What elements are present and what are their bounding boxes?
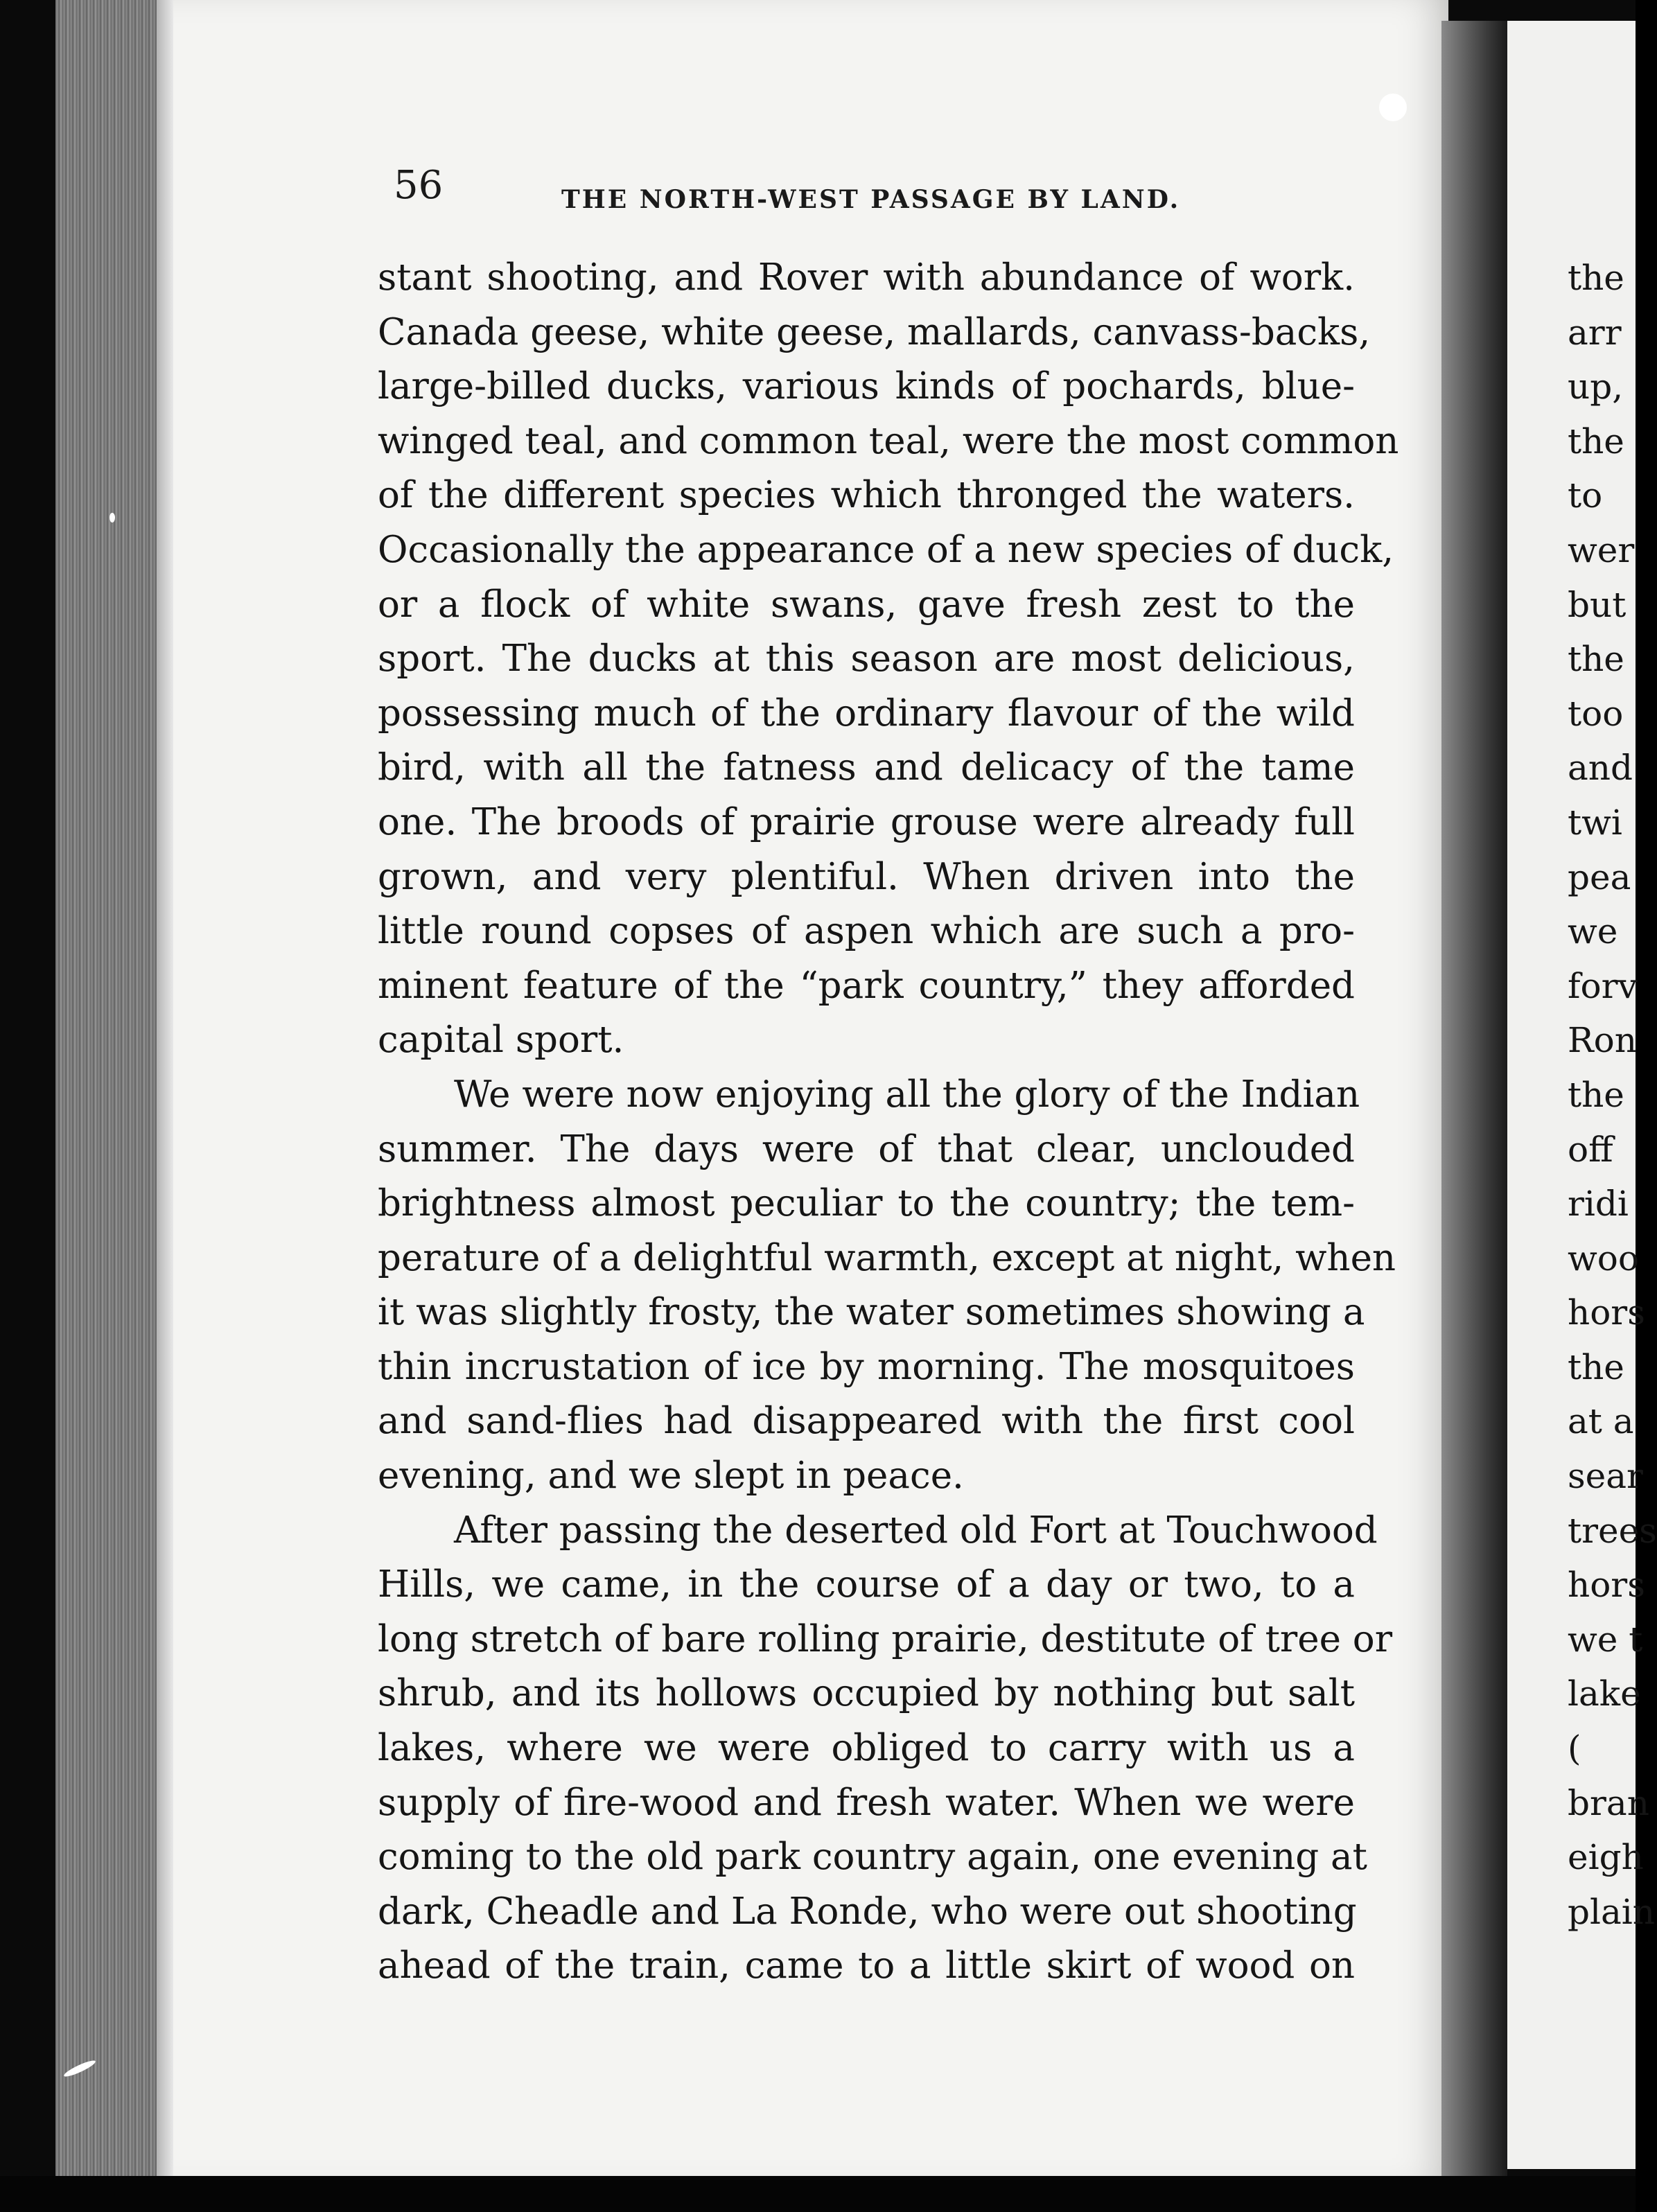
text-line: little round copses of aspen which are such a pro- xyxy=(378,910,1355,953)
text-line: thin incrustation of ice by morning. The mosquitoes xyxy=(378,1345,1355,1388)
text-line: dark, Cheadle and La Ronde, who were out shooting xyxy=(378,1890,1357,1933)
running-title: THE NORTH-WEST PASSAGE BY LAND. xyxy=(561,185,1181,214)
right-page-fragment: we t xyxy=(1568,1619,1643,1660)
right-page-fragment: plain xyxy=(1568,1891,1656,1932)
text-line: long stretch of bare rolling prairie, destitute of tree or xyxy=(378,1617,1393,1660)
right-page-fragment: up, xyxy=(1568,367,1624,407)
right-page-fragment: ridi xyxy=(1568,1184,1629,1224)
text-line: of the different species which thronged the waters. xyxy=(378,474,1355,517)
right-page-fragment: the xyxy=(1568,258,1624,298)
text-line: stant shooting, and Rover with abundance of work. xyxy=(378,256,1355,299)
right-page-fragment: eigh xyxy=(1568,1837,1644,1878)
right-page-fragment: twi xyxy=(1568,802,1622,843)
dust-speck xyxy=(1379,94,1407,121)
text-line: possessing much of the ordinary flavour of the wild xyxy=(378,692,1355,735)
right-page-fragment: arr xyxy=(1568,312,1622,353)
running-header xyxy=(0,163,1636,218)
right-page-fragment: pea xyxy=(1568,857,1631,897)
text-line: coming to the old park country again, one evening at xyxy=(378,1836,1367,1879)
right-page-fragment: we xyxy=(1568,911,1618,952)
text-line: sport. The ducks at this season are most delicious, xyxy=(378,638,1355,681)
right-page-fragment: too xyxy=(1568,693,1624,734)
text-line: After passing the deserted old Fort at Touchwood xyxy=(454,1509,1378,1552)
text-line: Occasionally the appearance of a new species of duck, xyxy=(378,528,1394,571)
text-line: summer. The days were of that clear, unclouded xyxy=(378,1127,1355,1170)
text-line: brightness almost peculiar to the country; the tem- xyxy=(378,1182,1355,1225)
dust-speck xyxy=(109,513,115,523)
right-page-fragment: sear xyxy=(1568,1456,1643,1497)
text-line: grown, and very plentiful. When driven into the xyxy=(378,855,1355,898)
body-text xyxy=(378,251,1399,1994)
right-page-text-fragments xyxy=(1568,251,1657,1939)
scan-border-bottom xyxy=(0,2176,1636,2212)
right-page-fragment: ( xyxy=(1568,1728,1581,1769)
right-page-fragment: off xyxy=(1568,1129,1613,1170)
text-line: Hills, we came, in the course of a day or two, to a xyxy=(378,1563,1355,1606)
text-line: lakes, where we were obliged to carry with us a xyxy=(378,1727,1355,1770)
right-page-fragment: and xyxy=(1568,748,1633,789)
text-line: ahead of the train, came to a little skirt of wood on xyxy=(378,1945,1355,1987)
text-line: We were now enjoying all the glory of the Indian xyxy=(454,1073,1360,1116)
right-page-fragment: trees xyxy=(1568,1510,1657,1551)
right-page-fragment: bran xyxy=(1568,1782,1649,1823)
text-line: bird, with all the fatness and delicacy of the tame xyxy=(378,746,1355,789)
text-line: supply of fire-wood and fresh water. When we were xyxy=(378,1781,1355,1824)
right-page-fragment: at a xyxy=(1568,1401,1634,1442)
right-page-fragment: lake xyxy=(1568,1674,1641,1714)
text-line: and sand-flies had disappeared with the first cool xyxy=(378,1400,1355,1443)
text-line: capital sport. xyxy=(378,1019,624,1062)
right-page-fragment: the xyxy=(1568,1074,1624,1115)
page-number: 56 xyxy=(394,163,444,208)
text-line: shrub, and its hollows occupied by nothing but salt xyxy=(378,1672,1355,1715)
right-page-fragment: to xyxy=(1568,475,1603,516)
right-page-fragment: woo xyxy=(1568,1238,1640,1279)
right-page-fragment: but xyxy=(1568,584,1627,625)
right-page-fragment: Ron xyxy=(1568,1020,1637,1061)
text-line: or a flock of white swans, gave fresh zest to the xyxy=(378,583,1355,626)
text-line: winged teal, and common teal, were the most common xyxy=(378,419,1399,462)
text-line: minent feature of the “park country,” they afforded xyxy=(378,964,1355,1007)
text-line: large-billed ducks, various kinds of pochards, blue- xyxy=(378,365,1355,408)
right-page-fragment: wer xyxy=(1568,529,1635,570)
text-line: it was slightly frosty, the water sometimes showing a xyxy=(378,1291,1365,1334)
right-page-fragment: hors xyxy=(1568,1292,1645,1333)
right-page-fragment: the xyxy=(1568,1346,1624,1387)
book-gutter xyxy=(1441,21,1507,2204)
right-page-fragment: forv xyxy=(1568,965,1638,1006)
right-page-fragment: hors xyxy=(1568,1565,1645,1606)
text-line: Canada geese, white geese, mallards, canvass-backs, xyxy=(378,310,1371,353)
left-page-edges xyxy=(55,0,173,2212)
text-line: evening, and we slept in peace. xyxy=(378,1455,964,1498)
text-line: perature of a delightful warmth, except at night, when xyxy=(378,1236,1396,1279)
text-line: one. The broods of prairie grouse were already full xyxy=(378,800,1355,843)
right-page-fragment: the xyxy=(1568,639,1624,680)
right-page-fragment: the xyxy=(1568,421,1624,462)
